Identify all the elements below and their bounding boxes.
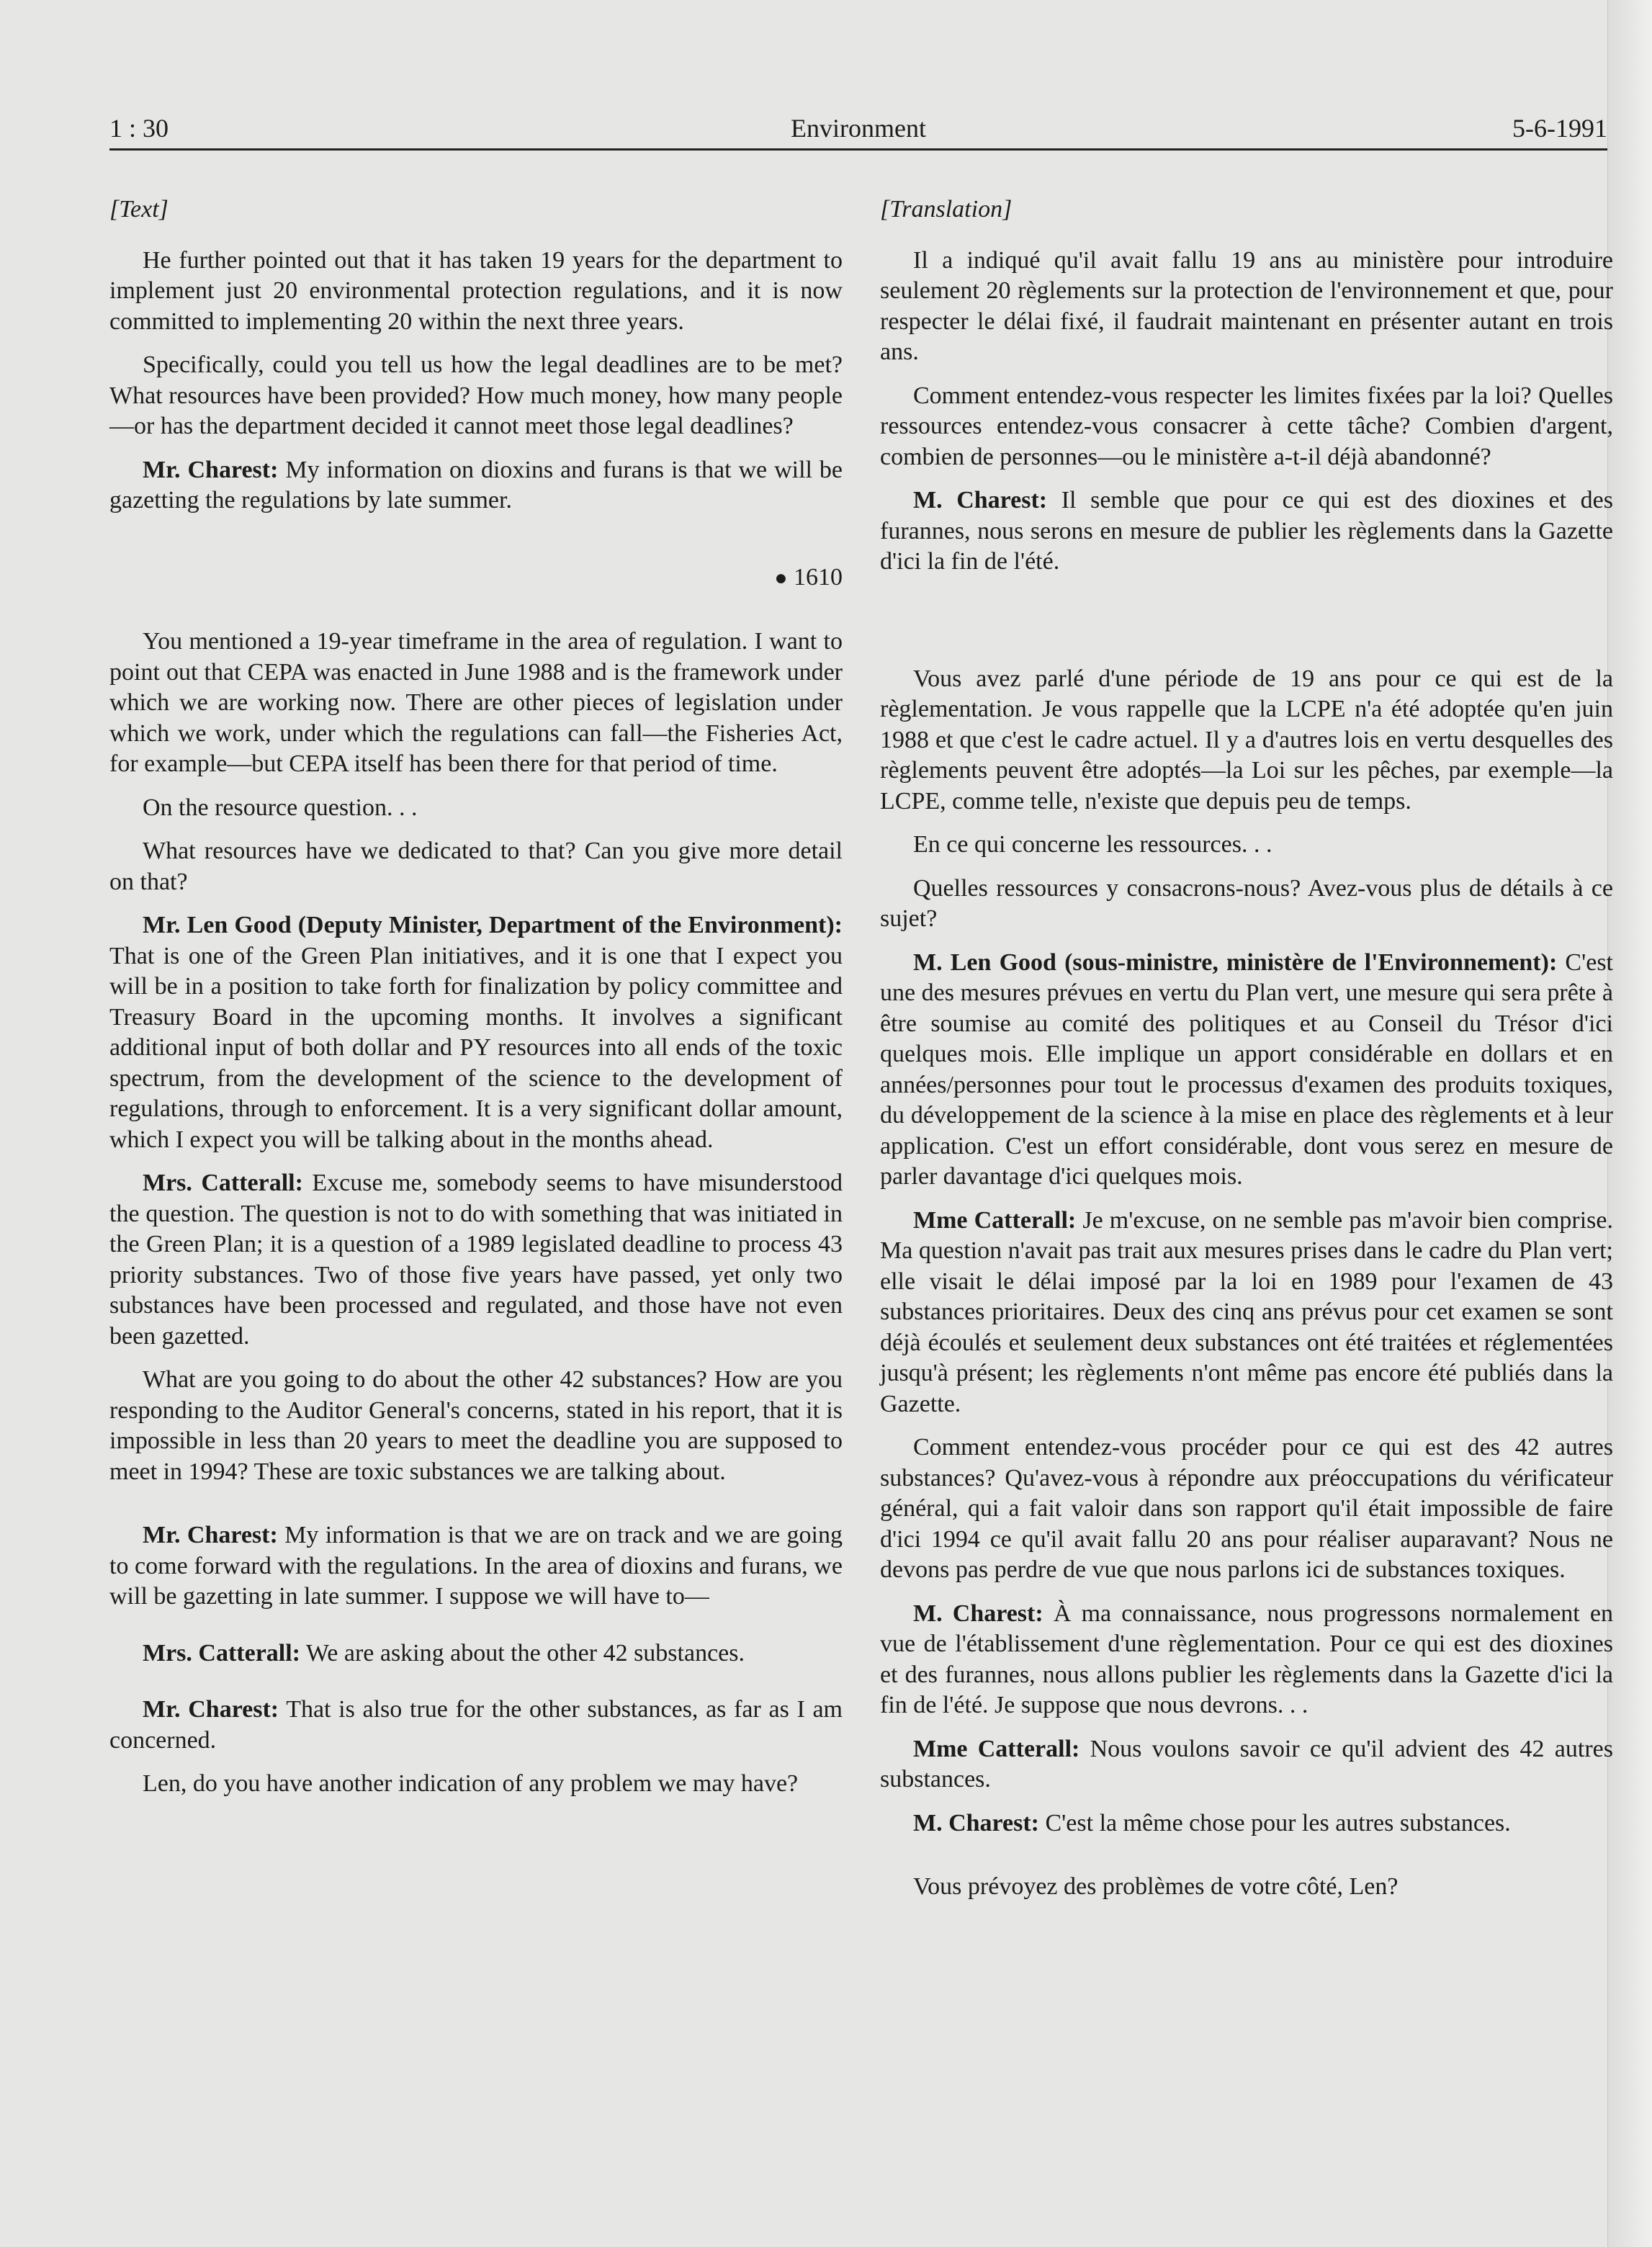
speech-text: We are asking about the other 42 substances. bbox=[300, 1639, 745, 1667]
speech-text: That is one of the Green Plan initiatives, and it is one that I expect you will be in a position to take forth for finalization by policy committee and Treasury Board in the upcoming months. It involves a significant additional input of both dollar and PY resources into all ends of the toxic spectrum, from the development of the science to the development of regulations, through to enforcement. It is a very significant dollar amount, which I expect you will be talking about in the months ahead. bbox=[109, 942, 843, 1153]
speaker-name: M. Len Good (sous-ministre, ministère de l'Environnement): bbox=[913, 948, 1558, 976]
header-rule bbox=[109, 148, 1607, 151]
paragraph: What resources have we dedicated to that? Can you give more detail on that? bbox=[109, 838, 843, 895]
paragraph: Vous avez parlé d'une période de 19 ans pour ce qui est de la règlementation. Je vous rappelle que la LCPE n'a été adoptée qu'en juin 1988 et que c'est le cadre actuel. Il y a d'autres lois en vertu desquelles des règlements peuvent être adoptés—la Loi sur les pêches, par exemple—la LCPE, comme telle, n'existe que depuis peu de temps. bbox=[880, 665, 1613, 815]
paragraph: What are you going to do about the other 42 substances? How are you responding to the Auditor General's concerns, stated in his report, that it is impossible in less than 20 years to meet the deadline you are supposed to meet in 1994? These are toxic substances we are talking about. bbox=[109, 1366, 843, 1485]
speech-text: C'est la même chose pour les autres substances. bbox=[1039, 1809, 1511, 1836]
paragraph: Comment entendez-vous respecter les limites fixées par la loi? Quelles ressources entendez-vous consacrer à cette tâche? Combien d'argent, combien de personnes—ou le ministère a-t-il déjà abandonné? bbox=[880, 382, 1613, 470]
paragraph bbox=[109, 1695, 843, 1756]
speech-text: Excuse me, somebody seems to have misunderstood the question. The question is not to do with something that was initiated in the Green Plan; it is a question of a 1989 legislated deadline to process 43 priority substances. Two of those five years have passed, yet only two substances have been processed and regulated, and those have not even been gazetted. bbox=[109, 1170, 843, 1350]
speaker-name: M. Charest: bbox=[913, 1600, 1043, 1627]
time-marker bbox=[109, 562, 843, 594]
speaker-name: Mrs. Catterall: bbox=[143, 1639, 301, 1667]
speaker-name: Mr. Len Good (Deputy Minister, Department of the Environment): bbox=[143, 912, 843, 938]
speech-text: Nous voulons savoir ce qu'il advient des 42 autres substances. bbox=[880, 1735, 1613, 1793]
paragraph bbox=[109, 1168, 843, 1352]
paragraph bbox=[109, 910, 843, 1155]
speaker-name: Mme Catterall: bbox=[913, 1206, 1077, 1234]
page-date: 5-6-1991 bbox=[1512, 114, 1607, 143]
speaker-name: Mr. Charest: bbox=[143, 456, 279, 483]
page-edge bbox=[1607, 0, 1652, 2247]
bullet-icon: ● bbox=[774, 565, 788, 590]
paragraph: You mentioned a 19-year timeframe in the area of regulation. I want to point out that CEPA was enacted in June 1988 and is the framework under which we are working now. There are other pieces of legislation under which we work, under which the regulations can fall—the Fisheries Act, for example—but CEPA itself has been there for that period of time. bbox=[109, 628, 843, 777]
speaker-name: Mme Catterall: bbox=[913, 1735, 1080, 1762]
french-column bbox=[880, 194, 1613, 1916]
paragraph: Len, do you have another indication of any problem we may have? bbox=[143, 1770, 799, 1797]
paragraph: Comment entendez-vous procéder pour ce qui est des 42 autres substances? Qu'avez-vous à répondre aux préoccupations du vérificateur général, qui a fait valoir dans son rapport qu'il était impossible de faire d'ici 1994 ce qu'il avait fallu 20 ans pour réaliser auparavant? Nous ne devons pas perdre de vue que nous parlons ici de substances toxiques. bbox=[880, 1434, 1613, 1583]
paragraph bbox=[880, 485, 1613, 578]
paragraph: Il a indiqué qu'il avait fallu 19 ans au ministère pour introduire seulement 20 règlements sur la protection de l'environnement et que, pour respecter le délai fixé, il faudrait maintenant en présenter autant en trois ans. bbox=[880, 246, 1613, 365]
paragraph bbox=[880, 948, 1613, 1193]
speaker-name: Mrs. Catterall: bbox=[143, 1170, 303, 1196]
speech-text: My information on dioxins and furans is that we will be gazetting the regulations by late summer. bbox=[109, 456, 843, 513]
speech-text: C'est une des mesures prévues en vertu du Plan vert, une mesure qui sera prête à être soumise au comité des politiques et au Conseil du Trésor d'ici quelques mois. Elle implique un apport considérable en dollars et en années/personnes pour tout le processus d'examen des produits toxiques, du développement de la science à la mise en place des règlements et à leur application. C'est un effort considérable, dont vous serez en mesure de parler davantage d'ici quelques mois. bbox=[880, 948, 1613, 1190]
paragraph bbox=[109, 1520, 843, 1613]
speech-text: Il semble que pour ce qui est des dioxines et des furannes, nous serons en mesure de publier les règlements dans la Gazette d'ici la fin de l'été. bbox=[880, 487, 1614, 575]
paragraph bbox=[109, 1638, 843, 1669]
speech-text: My information is that we are on track and we are going to come forward with the regulations. In the area of dioxins and furans, we will be gazetting in late summer. I suppose we will have to— bbox=[109, 1522, 843, 1610]
paragraph bbox=[880, 1599, 1613, 1721]
paragraph bbox=[880, 1808, 1613, 1839]
speech-text: À ma connaissance, nous progressons normalement en vue de l'établissement d'une règlementation. Pour ce qui est des dioxines et des furannes, nous allons publier les règlements dans la Gazette d'ici la fin de l'été. Je suppose que nous devrons. . . bbox=[880, 1600, 1614, 1718]
speech-text: That is also true for the other substances, as far as I am concerned. bbox=[109, 1696, 843, 1754]
english-column bbox=[109, 194, 843, 1813]
page-number: 1 : 30 bbox=[109, 114, 169, 143]
paragraph: Vous prévoyez des problèmes de votre côté, Len? bbox=[913, 1873, 1399, 1900]
speaker-name: Mr. Charest: bbox=[143, 1522, 278, 1548]
paragraph bbox=[880, 1206, 1613, 1420]
translation-tag: [Translation] bbox=[880, 196, 1013, 223]
speaker-name: M. Charest: bbox=[913, 487, 1048, 513]
speaker-name: Mr. Charest: bbox=[143, 1696, 279, 1723]
text-tag: [Text] bbox=[109, 196, 169, 223]
paragraph bbox=[109, 455, 843, 516]
time-value: 1610 bbox=[794, 563, 843, 591]
speaker-name: M. Charest: bbox=[913, 1809, 1039, 1836]
paragraph: Quelles ressources y consacrons-nous? Avez-vous plus de détails à ce sujet? bbox=[880, 874, 1613, 932]
page-header bbox=[109, 112, 1607, 153]
paragraph: He further pointed out that it has taken 19 years for the department to implement just 20 environmental protection regulations, and it is now committed to implementing 20 within the next three years. bbox=[109, 246, 843, 335]
paragraph: On the resource question. . . bbox=[143, 794, 418, 821]
paragraph: En ce qui concerne les ressources. . . bbox=[913, 831, 1272, 858]
paragraph: Specifically, could you tell us how the legal deadlines are to be met? What resources have been provided? How much money, how many people—or has the department decided it cannot meet those legal deadlines? bbox=[109, 351, 843, 439]
speech-text: Je m'excuse, on ne semble pas m'avoir bien comprise. Ma question n'avait pas trait aux mesures prises dans le cadre du Plan vert; elle visait le délai imposé par la loi en 1989 pour l'examen de 43 substances prioritaires. Deux des cinq ans prévus pour cet examen se sont déjà écoulés et seulement deux substances ont été traitées et réglementées jusqu'à présent; les règlements n'ont même pas encore été publiés dans la Gazette. bbox=[880, 1206, 1613, 1417]
paragraph bbox=[880, 1734, 1613, 1795]
page-title: Environment bbox=[791, 114, 926, 143]
